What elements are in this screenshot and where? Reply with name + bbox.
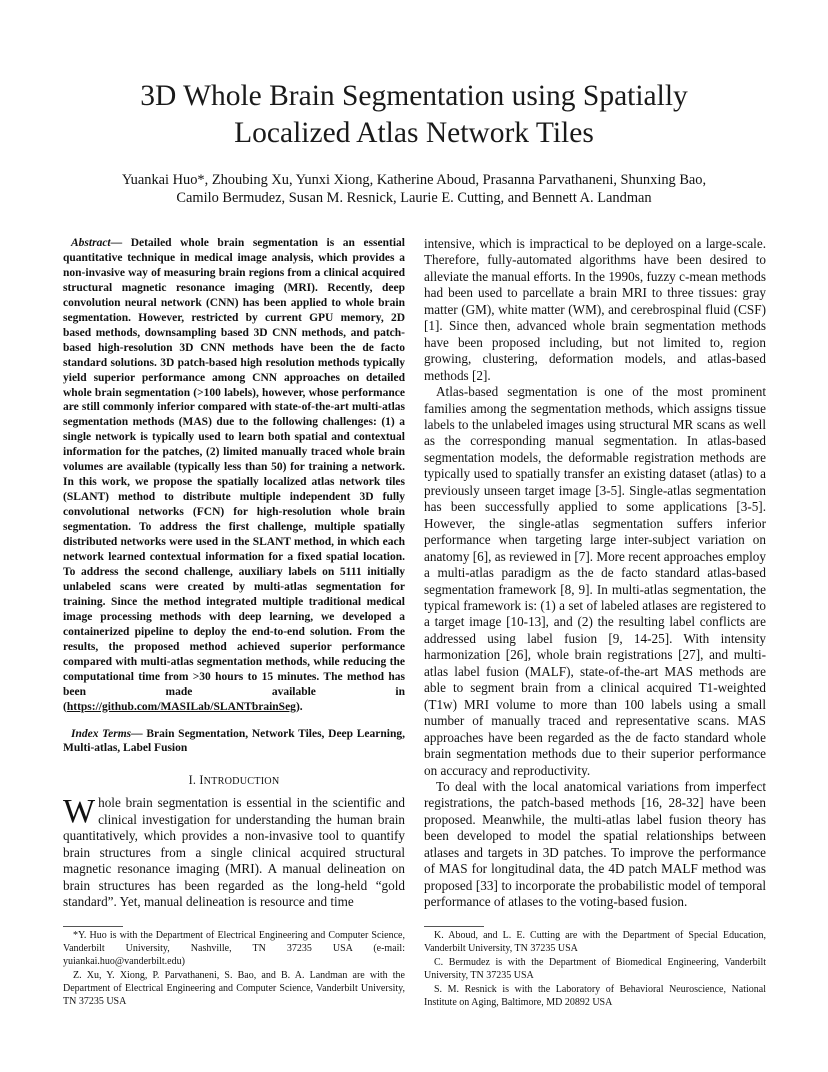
footnote: K. Aboud, and L. E. Cutting are with the Department of Special Education, Vanderbilt University, TN 37235 USA xyxy=(424,930,766,954)
index-terms-label: Index Terms xyxy=(71,727,132,740)
section-heading-introduction xyxy=(63,773,405,788)
abstract-dash: — xyxy=(110,237,131,249)
footnote: Z. Xu, Y. Xiong, P. Parvathaneni, S. Bao, and B. A. Landman are with the Department of Electrical Engineering and Computer Science, Vanderbilt University, TN 37235 USA xyxy=(63,970,405,1007)
intro-paragraph xyxy=(63,795,405,910)
right-column xyxy=(424,236,766,911)
index-terms-text: Brain Segmentation, Network Tiles, Deep Learning, Multi-atlas, Label Fusion xyxy=(63,727,405,755)
abstract-end: ). xyxy=(295,700,303,713)
title-line-2: Localized Atlas Network Tiles xyxy=(234,117,594,149)
abstract-label: Abstract xyxy=(71,237,111,249)
index-terms-dash: — xyxy=(131,727,147,740)
authors-line-2: Camilo Bermudez, Susan M. Resnick, Laurie E. Cutting, and Bennett A. Landman xyxy=(176,190,652,206)
section-title-rest: NTRODUCTION xyxy=(203,776,280,788)
left-column xyxy=(63,236,405,911)
footnotes-right xyxy=(424,929,766,1010)
paragraph-continued: intensive, which is impractical to be deployed on a large-scale. Therefore, fully-automated algorithms have been desired to alleviate the manual efforts. In the 1990s, fuzzy c-mean methods had been used to parcellate a brain MRI to three tissues: gray matter (GM), white matter (WM), and cerebrospinal fluid (CSF) [1]. Since then, advanced whole brain segmentation methods have been proposed including, but not limited to, region growing, clustering, deformation models, and atlas-based methods [2]. xyxy=(424,236,766,383)
section-first-letter: I xyxy=(199,773,204,788)
footnote-rule-left xyxy=(63,926,123,927)
paragraph-atlas-based: Atlas-based segmentation is one of the most prominent families among the segmentation methods, which assigns tissue labels to the unlabeled images using structural MR scans as well as the corresponding manual segmentation. In atlas-based segmentation models, the deformable registration methods are typically used to spatially transfer an existing dataset (atlas) to a previously unseen target image [3-5]. Single-atlas segmentation has been successfully applied to some applications [3-5]. However, the single-atlas segmentation suffers inferior performance when targeting large inter-subject variation on anatomy [6], as reviewed in [7]. More recent approaches employ a multi-atlas paradigm as the de facto standard atlas-based segmentation framework [8, 9]. In multi-atlas segmentation, the typical framework is: (1) a set of labeled atlases are registered to a target image [10-13], and (2) the resulting label conflicts are addressed using label fusion [9, 14-25]. With intensity harmonization [26], whole brain registrations [27], and multi-atlas label fusion (MALF), state-of-the-art MAS methods are able to segment brain from a clinical acquired T1-weighted (T1w) MRI volume to more than 100 labels using a small number of manually traced and representative scans. MAS approaches have been regarded as the de facto standard whole brain segmentation methods due to their superior performance on accuracy and reproductivity. xyxy=(424,384,766,778)
paragraph-patch-based: To deal with the local anatomical variations from imperfect registrations, the patch-based methods [16, 28-32] have been proposed. Meanwhile, the multi-atlas label fusion theory has been developed to model the spatial relationships between atlases and targets in 3D patches. To improve the performance of MAS for longitudinal data, the 4D patch MALF method was proposed [33] to incorporate the probabilistic model of temporal performance of atlases to the voting-based fusion. xyxy=(424,778,766,910)
title-line-1: 3D Whole Brain Segmentation using Spatially xyxy=(140,80,688,112)
footnote: C. Bermudez is with the Department of Biomedical Engineering, Vanderbilt University, TN 37235 USA xyxy=(424,957,766,981)
code-link[interactable]: https://github.com/MASILab/SLANTbrainSeg xyxy=(66,700,296,713)
drop-cap: W xyxy=(63,793,96,831)
paper-title xyxy=(60,78,768,152)
authors-line-1: Yuankai Huo*, Zhoubing Xu, Yunxi Xiong, Katherine Aboud, Prasanna Parvathaneni, Shunxing Bao, xyxy=(121,172,707,188)
section-numeral: I. xyxy=(188,773,197,788)
index-terms xyxy=(63,727,405,757)
footnote-rule-right xyxy=(424,926,484,927)
footnote: S. M. Resnick is with the Laboratory of Behavioral Neuroscience, National Institute on Aging, Baltimore, MD 20892 USA xyxy=(424,984,766,1008)
author-list xyxy=(60,171,768,207)
footnote: *Y. Huo is with the Department of Electrical Engineering and Computer Science, Vanderbilt University, Nashville, TN 37235 USA (e-mail: yuiankai.huo@vanderbilt.edu) xyxy=(63,930,405,967)
abstract xyxy=(63,236,405,715)
footnotes-left xyxy=(63,929,405,1009)
abstract-text: Detailed whole brain segmentation is an essential quantitative technique in medical image analysis, which provides a non-invasive way of measuring brain regions from a clinical acquired structural magnetic resonance imaging (MRI). Recently, deep convolution neural network (CNN) has been applied to whole brain segmentation. However, restricted by current GPU memory, 2D based methods, downsampling based 3D CNN methods, and patch-based high-resolution 3D CNN methods have been the de facto standard solutions. 3D patch-based high resolution methods typically yield superior performance among CNN approaches on detailed whole brain segmentation (>100 labels), however, whose performance are still commonly inferior compared with state-of-the-art multi-atlas segmentation methods (MAS) due to the following challenges: (1) a single network is typically used to learn both spatial and contextual information for the patches, (2) limited manually traced whole brain volumes are available (typically less than 50) for training a network. In this work, we propose the spatially localized atlas network tiles (SLANT) method to distribute multiple independent 3D fully convolutional networks (FCN) for high-resolution whole brain segmentation. To address the first challenge, multiple spatially distributed networks were used in the SLANT method, in which each network learned contextual information for a fixed spatial location. To address the second challenge, auxiliary labels on 5111 initially unlabeled scans were created by multi-atlas segmentation for training. Since the method integrated multiple traditional medical image processing methods with deep learning, we developed a containerized pipeline to deploy the end-to-end solution. From the results, the proposed method achieved superior performance compared with multi-atlas segmentation methods, while reducing the computational time from >30 hours to 15 minutes. The method has been made available in ( xyxy=(63,237,405,713)
intro-text: hole brain segmentation is essential in the scientific and clinical investigation for understanding the human brain quantitatively, which provides a non-invasive tool to quantify brain structures from a single clinical acquired structural magnetic resonance imaging (MRI). A manual delineation on brain structures has been regarded as the long-held “gold standard”. Yet, manual delineation is resource and time xyxy=(63,795,405,910)
